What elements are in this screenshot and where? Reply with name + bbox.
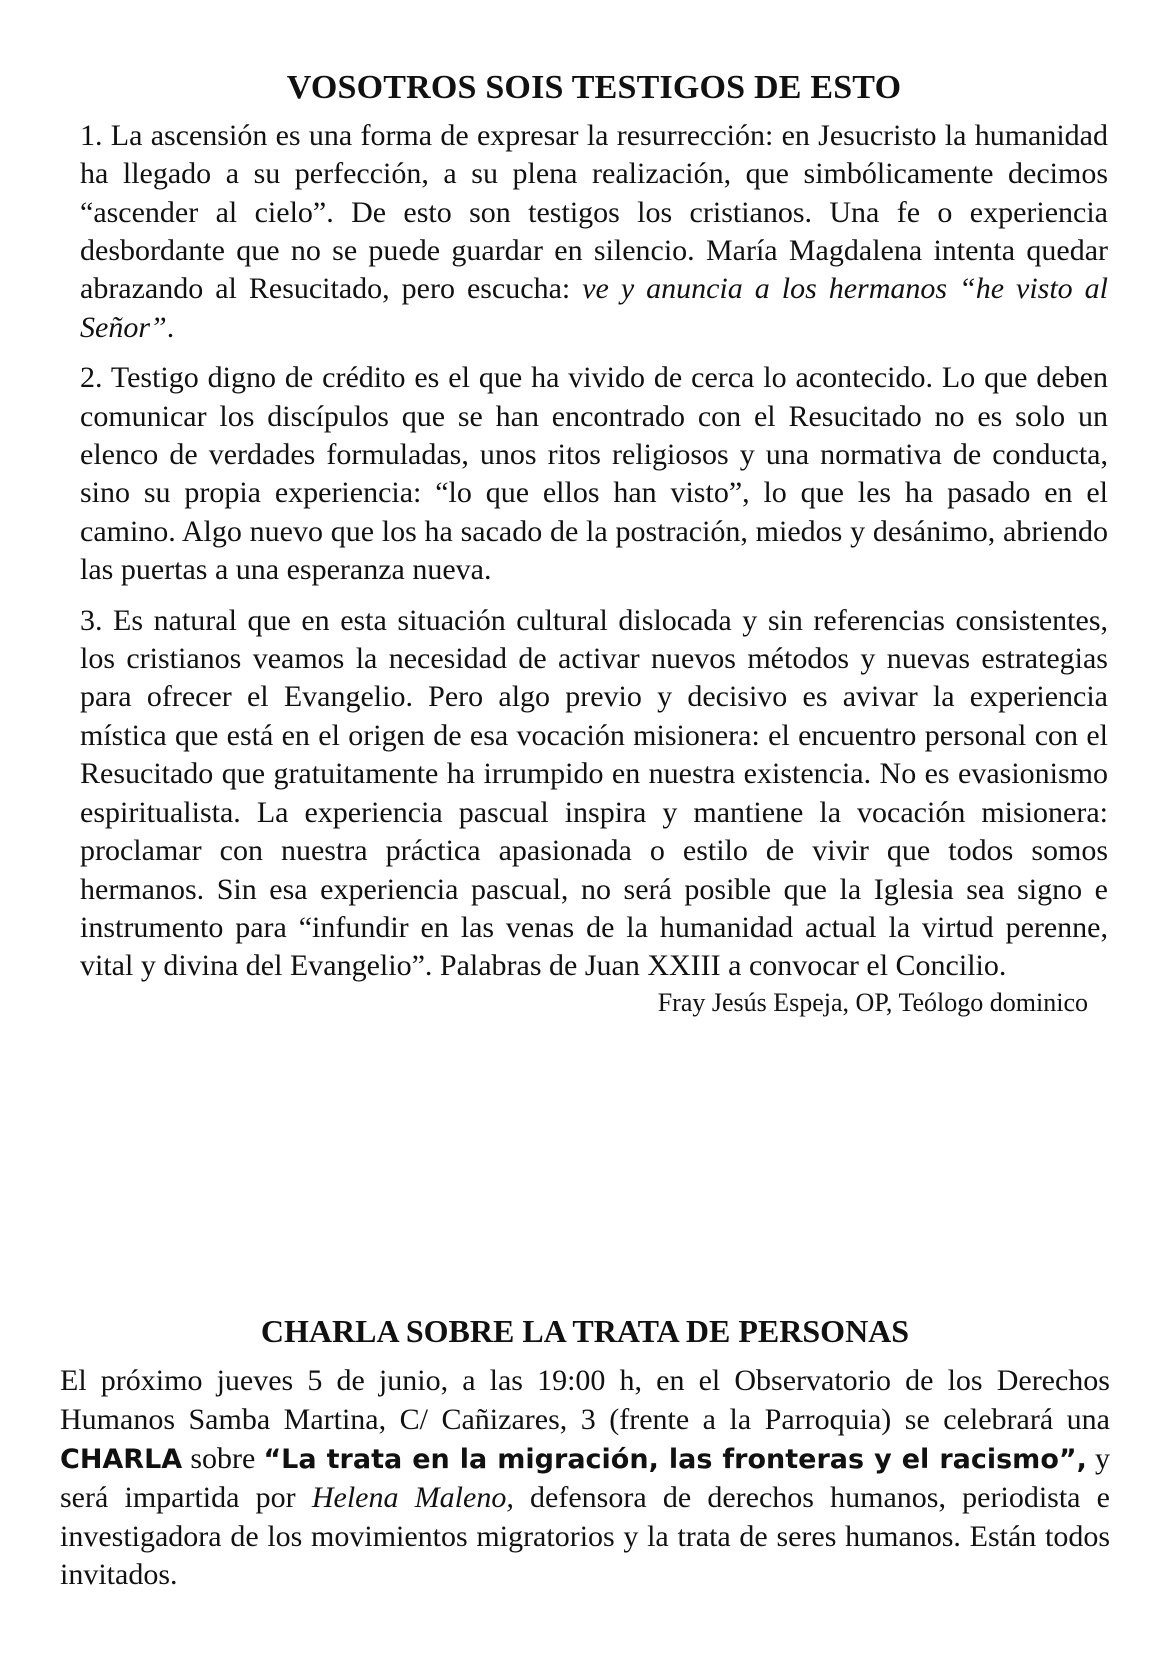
talk-text-2: sobre (182, 1441, 264, 1475)
paragraph-1-quote: ve y anuncia a los hermanos “he visto al Señor” (80, 272, 1109, 344)
talk-section (60, 1312, 1110, 1595)
reflection-title: VOSOTROS SOIS TESTIGOS DE ESTO (286, 69, 902, 106)
talk-topic: “La trata en la migración, las fronteras y el racismo”, (263, 1443, 1087, 1475)
paragraph-2: 2. Testigo digno de crédito es el que ha vivido de cerca lo acontecido. Lo que deben comunicar los discípulos que se han encontrado con el Resucitado no es solo un elenco de verdades formuladas, unos ritos religiosos y una normativa de conducta, sino su propia experiencia: “lo que ellos han visto”, lo que les ha pasado en el camino. Algo nuevo que los ha sacado de la postración, miedos y desánimo, abriendo las puertas a una esperanza nueva. (80, 361, 1108, 587)
signature: Fray Jesús Espeja, OP, Teólogo dominico (657, 987, 1088, 1017)
talk-title: CHARLA SOBRE LA TRATA DE PERSONAS (260, 1313, 910, 1349)
talk-paragraph (60, 1362, 1110, 1595)
talk-keyword: CHARLA (60, 1443, 183, 1475)
paragraph-3: 3. Es natural que en esta situación cultural dislocada y sin referencias consistentes, los cristianos veamos la necesidad de activar nuevos métodos y nuevas estrategias para ofrecer el Evangelio. Pero algo previo y decisivo es avivar la experiencia mística que está en el origen de esa vocación misionera: el encuentro personal con el Resucitado que gratuitamente ha irrumpido en nuestra existencia. No es evasionismo espiritualista. La experiencia pascual inspira y mantiene la vocación misionera: proclamar con nuestra práctica apasionada o estilo de vivir que todos somos hermanos. Sin esa experiencia pascual, no será posible que la Iglesia sea signo e instrumento para “infundir en las venas de la humanidad actual la virtud perenne, vital y divina del Evangelio”. Palabras de Juan XXIII a convocar el Concilio. (80, 603, 1108, 983)
paragraph-1-end: . (166, 310, 175, 344)
talk-text-1: El próximo jueves 5 de junio, a las 19:00 h, en el Observatorio de los Derechos Humanos Samba Martina, C/ Cañizares, 3 (frente a la Parroquia) se celebrará una (60, 1364, 1110, 1436)
paragraph-1 (80, 117, 1108, 347)
paragraph-1-text: 1. La ascensión es una forma de expresar la resurrección: en Jesucristo la humanidad ha llegado a su perfección, a su plena realización, que simbólicamente decimos “ascender al cielo”. De esto son testigos los cristianos. Una fe o experiencia desbordante que no se puede guardar en silencio. María Magdalena intenta quedar abrazando al Resucitado, pero escucha: (80, 118, 1108, 306)
talk-text-3: y será impartida por (60, 1441, 1110, 1515)
talk-text-4: defensora de derechos humanos, periodista e investigadora de los movimientos migratorios y la trata de seres humanos. Están todos invitados. (60, 1481, 1110, 1592)
talk-speaker: Helena Maleno, (311, 1481, 514, 1515)
reflection-section (80, 68, 1108, 1020)
